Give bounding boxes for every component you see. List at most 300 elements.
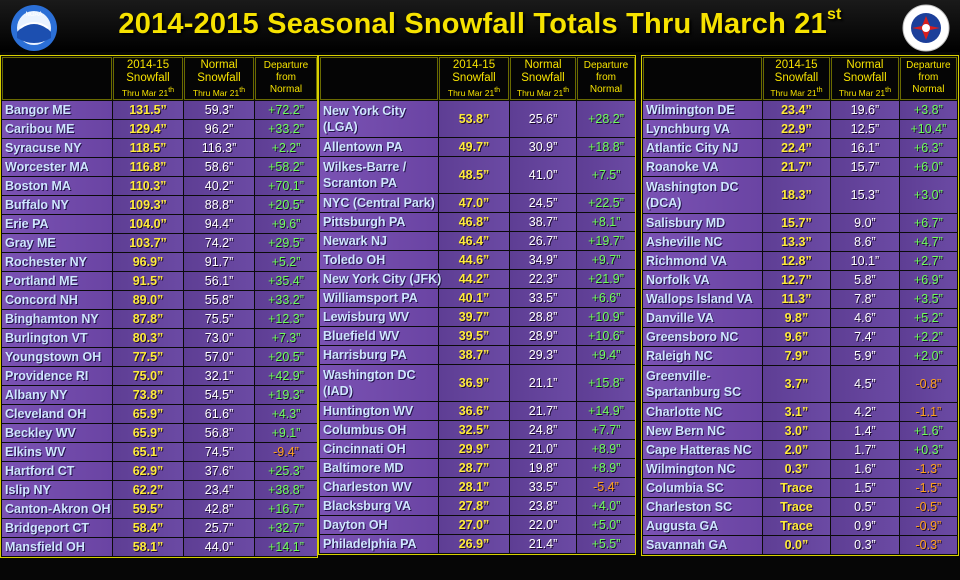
normal-cell: 37.6” [184,462,254,480]
city-cell: Hartford CT [2,462,112,480]
snowfall-cell: 44.2” [439,270,509,288]
normal-cell: 33.5” [510,478,576,496]
snowfall-cell: 21.7” [763,158,831,176]
table-row [2,101,317,119]
snowfall-cell: 65.1” [113,443,183,461]
snowfall-cell: Trace [763,479,831,497]
city-cell: Caribou ME [2,120,112,138]
table-row [320,365,635,401]
snowfall-cell: 58.4” [113,519,183,537]
departure-cell: +14.9” [577,402,635,420]
snowfall-cell: 0.0” [763,536,831,554]
snowfall-table [319,56,636,554]
snowfall-column-header: 2014-15 Snowfall Thru Mar 21th [763,57,831,100]
normal-cell: 4.6” [831,309,899,327]
table-row [2,272,317,290]
city-cell: Cincinnati OH [320,440,438,458]
normal-column-header: Normal Snowfall Thru Mar 21th [510,57,576,100]
snowfall-column-header: 2014-15 Snowfall Thru Mar 21th [113,57,183,100]
normal-cell: 42.8” [184,500,254,518]
normal-column-header: Normal Snowfall Thru Mar 21th [184,57,254,100]
city-cell: Norfolk VA [643,271,762,289]
table-row [320,308,635,326]
table-row [320,346,635,364]
city-cell: Canton-Akron OH [2,500,112,518]
departure-cell: +19.7” [577,232,635,250]
normal-cell: 0.3” [831,536,899,554]
snowfall-cell: 65.9” [113,405,183,423]
normal-cell: 5.9” [831,347,899,365]
city-cell: Charlotte NC [643,403,762,421]
normal-cell: 73.0” [184,329,254,347]
normal-cell: 91.7” [184,253,254,271]
normal-cell: 96.2” [184,120,254,138]
table-row [643,120,957,138]
normal-cell: 12.5” [831,120,899,138]
departure-cell: +14.1” [255,538,317,556]
departure-cell: -1.1” [900,403,957,421]
city-cell: Dayton OH [320,516,438,534]
departure-cell: +6.9” [900,271,957,289]
snowfall-cell: Trace [763,517,831,535]
table-row [2,500,317,518]
table-row [643,403,957,421]
city-cell: Salisbury MD [643,214,762,232]
table-row [643,328,957,346]
snowfall-cell: 89.0” [113,291,183,309]
table-row [2,348,317,366]
snowfall-column-header: 2014-15 Snowfall Thru Mar 21th [439,57,509,100]
snowfall-cell: 2.0” [763,441,831,459]
snowfall-cell: 18.3” [763,177,831,213]
table-row [643,252,957,270]
snowfall-cell: 9.6” [763,328,831,346]
snowfall-cell: 109.3” [113,196,183,214]
departure-cell: +7.3” [255,329,317,347]
table-row [320,101,635,137]
normal-cell: 41.0” [510,157,576,193]
snowfall-cell: 96.9” [113,253,183,271]
snowfall-table-panel-1 [0,55,318,558]
departure-cell: +38.8” [255,481,317,499]
table-header-row [320,57,635,100]
table-row [2,538,317,556]
departure-cell: -0.8” [900,366,957,402]
table-row [2,139,317,157]
normal-cell: 1.4” [831,422,899,440]
departure-column-header: Departure from Normal [900,57,957,100]
table-row [320,327,635,345]
normal-cell: 38.7” [510,213,576,231]
city-cell: Bluefield WV [320,327,438,345]
normal-cell: 10.1” [831,252,899,270]
departure-cell: +18.8” [577,138,635,156]
normal-cell: 9.0” [831,214,899,232]
departure-cell: +42.9” [255,367,317,385]
city-cell: Islip NY [2,481,112,499]
departure-cell: +10.4” [900,120,957,138]
departure-cell: -5.4” [577,478,635,496]
normal-cell: 19.8” [510,459,576,477]
snowfall-cell: 116.8” [113,158,183,176]
departure-cell: +0.3” [900,441,957,459]
table-row [320,402,635,420]
departure-cell: +8.9” [577,459,635,477]
departure-cell: +22.5” [577,194,635,212]
departure-column-header: Departure from Normal [577,57,635,100]
city-cell: Williamsport PA [320,289,438,307]
city-cell: Buffalo NY [2,196,112,214]
city-cell: Raleigh NC [643,347,762,365]
departure-cell: +7.5” [577,157,635,193]
snowfall-cell: 32.5” [439,421,509,439]
city-cell: New Bern NC [643,422,762,440]
departure-cell: +9.4” [577,346,635,364]
normal-cell: 74.5” [184,443,254,461]
table-row [2,405,317,423]
snowfall-cell: 103.7” [113,234,183,252]
table-row [643,517,957,535]
normal-cell: 40.2” [184,177,254,195]
normal-cell: 4.5” [831,366,899,402]
departure-cell: +4.0” [577,497,635,515]
table-row [2,196,317,214]
table-row [643,309,957,327]
table-row [320,232,635,250]
departure-cell: +5.0” [577,516,635,534]
table-row [2,519,317,537]
table-row [643,290,957,308]
departure-cell: +6.0” [900,158,957,176]
city-cell: Portland ME [2,272,112,290]
snowfall-table [642,56,958,555]
normal-cell: 94.4” [184,215,254,233]
departure-cell: +7.7” [577,421,635,439]
table-row [320,497,635,515]
snowfall-cell: Trace [763,498,831,516]
normal-column-header: Normal Snowfall Thru Mar 21th [831,57,899,100]
table-row [320,516,635,534]
snowfall-cell: 53.8” [439,101,509,137]
city-cell: Boston MA [2,177,112,195]
table-row [643,233,957,251]
nws-logo [902,4,950,52]
normal-cell: 22.3” [510,270,576,288]
table-row [2,329,317,347]
normal-cell: 21.1” [510,365,576,401]
table-row [320,194,635,212]
snowfall-cell: 39.7” [439,308,509,326]
table-row [643,214,957,232]
normal-cell: 24.8” [510,421,576,439]
departure-cell: +12.3” [255,310,317,328]
snowfall-cell: 46.4” [439,232,509,250]
city-cell: Toledo OH [320,251,438,269]
normal-cell: 44.0” [184,538,254,556]
normal-cell: 29.3” [510,346,576,364]
departure-cell: +2.7” [900,252,957,270]
city-cell: Charleston SC [643,498,762,516]
normal-cell: 88.8” [184,196,254,214]
table-row [320,535,635,553]
city-cell: Gray ME [2,234,112,252]
departure-cell: +72.2” [255,101,317,119]
city-cell: Savannah GA [643,536,762,554]
normal-cell: 24.5” [510,194,576,212]
snowfall-cell: 29.9” [439,440,509,458]
snowfall-cell: 73.8” [113,386,183,404]
snowfall-cell: 23.4” [763,101,831,119]
snowfall-cell: 110.3” [113,177,183,195]
normal-cell: 7.4” [831,328,899,346]
departure-cell: +2.2” [255,139,317,157]
snowfall-cell: 12.8” [763,252,831,270]
normal-cell: 28.9” [510,327,576,345]
departure-cell: -1.5” [900,479,957,497]
city-cell: New York City (JFK) [320,270,438,288]
city-cell: Baltimore MD [320,459,438,477]
city-cell: Richmond VA [643,252,762,270]
table-row [643,101,957,119]
city-column-header [320,57,438,100]
table-row [643,158,957,176]
table-row [2,177,317,195]
normal-cell: 22.0” [510,516,576,534]
city-cell: Wallops Island VA [643,290,762,308]
normal-cell: 75.5” [184,310,254,328]
table-row [2,310,317,328]
city-cell: Lewisburg WV [320,308,438,326]
city-cell: Mansfield OH [2,538,112,556]
normal-cell: 58.6” [184,158,254,176]
city-cell: Atlantic City NJ [643,139,762,157]
normal-cell: 15.7” [831,158,899,176]
normal-cell: 56.8” [184,424,254,442]
city-cell: Newark NJ [320,232,438,250]
snowfall-cell: 22.9” [763,120,831,138]
departure-cell: +5.2” [255,253,317,271]
table-row [643,347,957,365]
table-row [643,366,957,402]
city-cell: Columbus OH [320,421,438,439]
city-cell: Elkins WV [2,443,112,461]
table-row [2,120,317,138]
snowfall-cell: 62.9” [113,462,183,480]
table-row [2,424,317,442]
city-cell: Erie PA [2,215,112,233]
svg-text:NOAA: NOAA [25,12,43,18]
table-row [643,536,957,554]
departure-cell: -9.4” [255,443,317,461]
table-row [320,270,635,288]
city-cell: Philadelphia PA [320,535,438,553]
departure-cell: +19.3” [255,386,317,404]
city-cell: Albany NY [2,386,112,404]
snowfall-cell: 40.1” [439,289,509,307]
departure-cell: +3.5” [900,290,957,308]
table-row [320,251,635,269]
normal-cell: 21.7” [510,402,576,420]
city-cell: Beckley WV [2,424,112,442]
snowfall-cell: 11.3” [763,290,831,308]
table-row [2,367,317,385]
table-row [2,234,317,252]
departure-cell: +1.6” [900,422,957,440]
departure-cell: +9.6” [255,215,317,233]
city-cell: Greenville-Spartanburg SC [643,366,762,402]
snowfall-table-panel-2 [318,55,636,555]
normal-cell: 1.6” [831,460,899,478]
departure-cell: +25.3” [255,462,317,480]
snowfall-cell: 48.5” [439,157,509,193]
snowfall-cell: 47.0” [439,194,509,212]
city-cell: Lynchburg VA [643,120,762,138]
city-cell: Wilmington NC [643,460,762,478]
normal-cell: 54.5” [184,386,254,404]
normal-cell: 30.9” [510,138,576,156]
departure-cell: +3.0” [900,177,957,213]
table-row [320,440,635,458]
snowfall-cell: 77.5” [113,348,183,366]
snowfall-cell: 59.5” [113,500,183,518]
city-cell: Washington DC (IAD) [320,365,438,401]
normal-cell: 1.5” [831,479,899,497]
normal-cell: 55.8” [184,291,254,309]
city-column-header [2,57,112,100]
departure-cell: +5.5” [577,535,635,553]
normal-cell: 16.1” [831,139,899,157]
departure-cell: -0.5” [900,498,957,516]
city-cell: Greensboro NC [643,328,762,346]
departure-cell: +35.4” [255,272,317,290]
departure-cell: +33.2” [255,120,317,138]
city-cell: NYC (Central Park) [320,194,438,212]
noaa-logo [10,4,58,52]
normal-cell: 5.8” [831,271,899,289]
city-cell: Harrisburg PA [320,346,438,364]
departure-cell: +32.7” [255,519,317,537]
snowfall-cell: 3.1” [763,403,831,421]
normal-cell: 34.9” [510,251,576,269]
departure-cell: +3.8” [900,101,957,119]
table-row [643,498,957,516]
snowfall-cell: 44.6” [439,251,509,269]
departure-cell: +33.2” [255,291,317,309]
normal-cell: 23.4” [184,481,254,499]
departure-cell: +21.9” [577,270,635,288]
city-cell: Bangor ME [2,101,112,119]
page-title: 2014-2015 Seasonal Snowfall Totals Thru March 21st [118,6,842,40]
city-cell: Concord NH [2,291,112,309]
table-row [2,386,317,404]
snowfall-cell: 87.8” [113,310,183,328]
departure-cell: +29.5” [255,234,317,252]
normal-cell: 25.6” [510,101,576,137]
snowfall-cell: 26.9” [439,535,509,553]
normal-cell: 33.5” [510,289,576,307]
normal-cell: 21.4” [510,535,576,553]
city-cell: Roanoke VA [643,158,762,176]
departure-cell: +4.7” [900,233,957,251]
table-row [2,215,317,233]
city-cell: Augusta GA [643,517,762,535]
snowfall-cell: 27.0” [439,516,509,534]
table-row [643,479,957,497]
city-cell: Wilmington DE [643,101,762,119]
city-cell: Asheville NC [643,233,762,251]
normal-cell: 32.1” [184,367,254,385]
table-row [320,213,635,231]
departure-cell: +28.2” [577,101,635,137]
snowfall-cell: 36.6” [439,402,509,420]
table-header-row [2,57,317,100]
snowfall-cell: 13.3” [763,233,831,251]
snowfall-cell: 46.8” [439,213,509,231]
table-row [320,459,635,477]
normal-cell: 0.9” [831,517,899,535]
snowfall-cell: 12.7” [763,271,831,289]
city-cell: Wilkes-Barre / Scranton PA [320,157,438,193]
city-cell: Syracuse NY [2,139,112,157]
city-cell: Cape Hatteras NC [643,441,762,459]
departure-cell: +10.9” [577,308,635,326]
normal-cell: 21.0” [510,440,576,458]
snowfall-cell: 49.7” [439,138,509,156]
table-row [2,462,317,480]
snowfall-cell: 39.5” [439,327,509,345]
departure-cell: +16.7” [255,500,317,518]
snowfall-cell: 38.7” [439,346,509,364]
city-cell: Providence RI [2,367,112,385]
snowfall-table [1,56,318,557]
normal-cell: 116.3” [184,139,254,157]
snowfall-cell: 28.7” [439,459,509,477]
departure-cell: -0.9” [900,517,957,535]
departure-cell: +6.6” [577,289,635,307]
normal-cell: 57.0” [184,348,254,366]
normal-cell: 0.5” [831,498,899,516]
snowfall-cell: 22.4” [763,139,831,157]
snowfall-cell: 15.7” [763,214,831,232]
snowfall-table-panel-3 [641,55,959,556]
city-cell: Burlington VT [2,329,112,347]
table-row [643,139,957,157]
table-row [320,289,635,307]
header-bar [0,0,960,52]
normal-cell: 1.7” [831,441,899,459]
snowfall-cell: 65.9” [113,424,183,442]
normal-cell: 15.3” [831,177,899,213]
departure-cell: +58.2” [255,158,317,176]
city-cell: New York City (LGA) [320,101,438,137]
city-cell: Bridgeport CT [2,519,112,537]
city-cell: Cleveland OH [2,405,112,423]
departure-cell: +70.1” [255,177,317,195]
snowfall-cell: 129.4” [113,120,183,138]
normal-cell: 25.7” [184,519,254,537]
normal-cell: 74.2” [184,234,254,252]
normal-cell: 4.2” [831,403,899,421]
departure-cell: +10.6” [577,327,635,345]
normal-cell: 56.1” [184,272,254,290]
departure-cell: -0.3” [900,536,957,554]
departure-cell: +20.5” [255,348,317,366]
table-row [2,158,317,176]
snowfall-cell: 104.0” [113,215,183,233]
departure-cell: +6.7” [900,214,957,232]
city-cell: Blacksburg VA [320,497,438,515]
normal-cell: 28.8” [510,308,576,326]
